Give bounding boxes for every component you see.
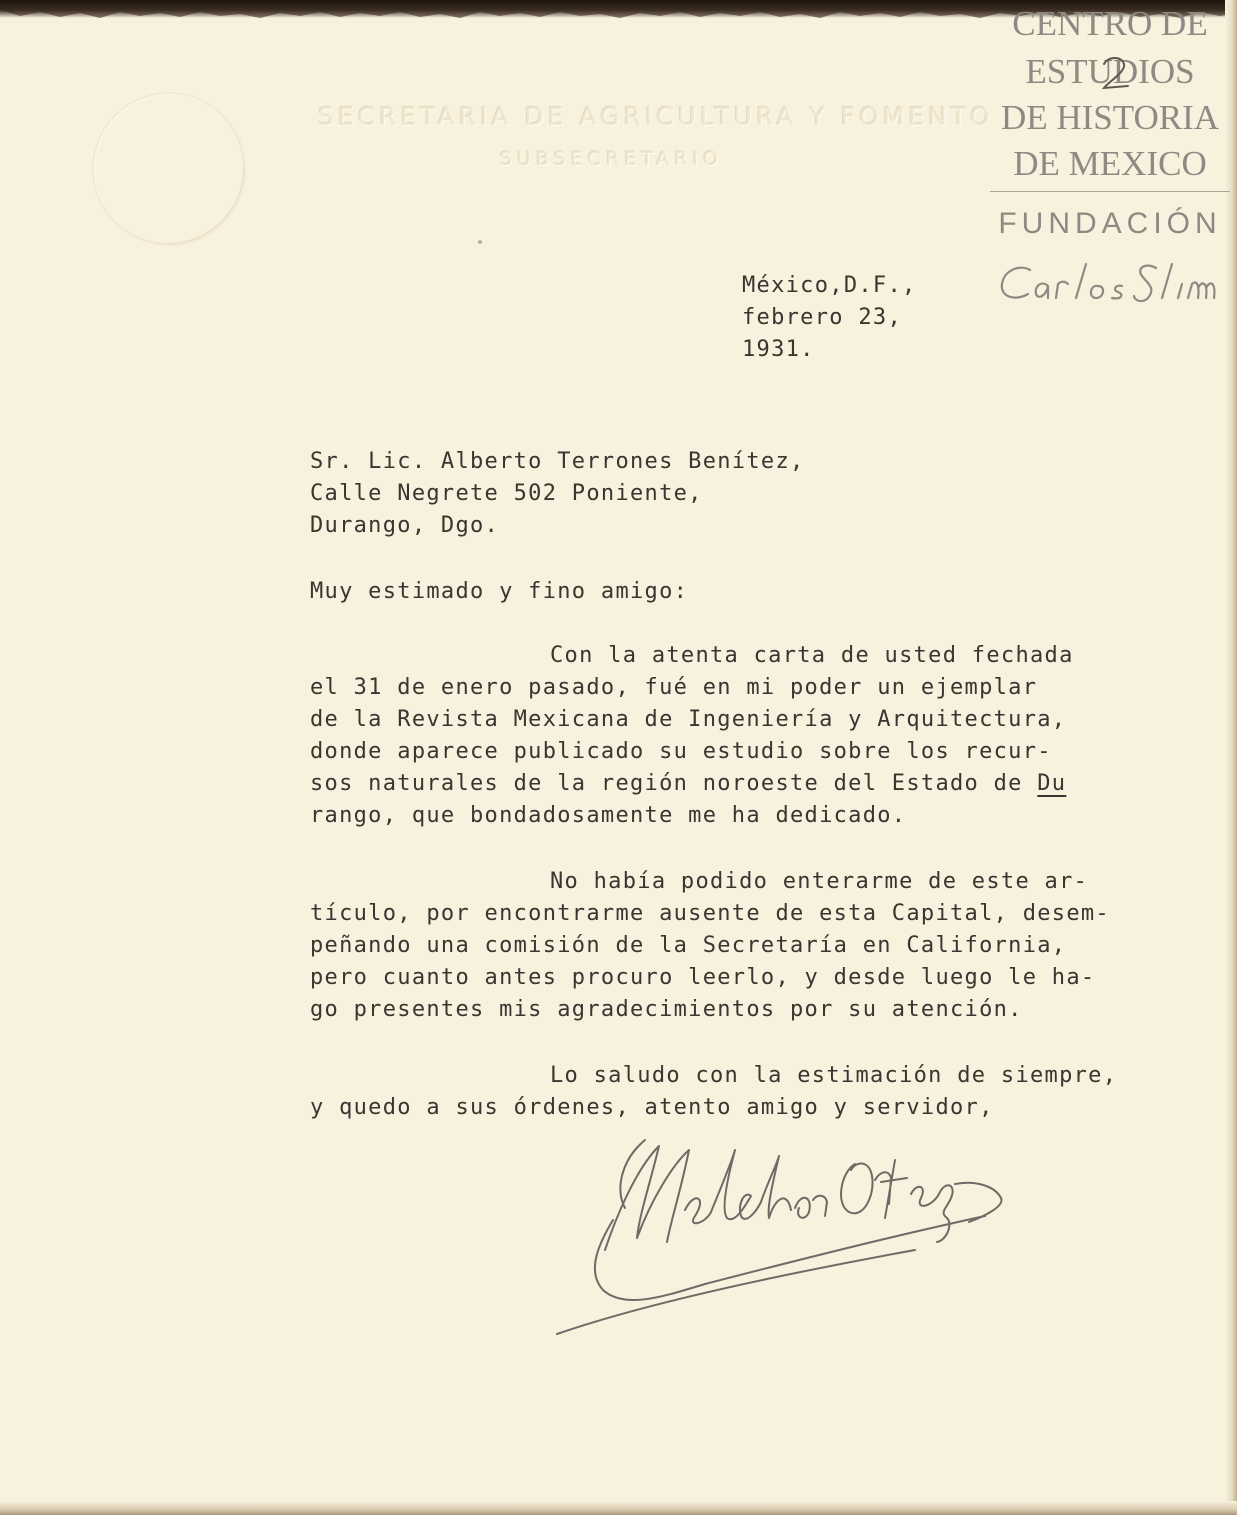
p2-line-4: pero cuanto antes procuro leerlo, y desde luego le ha-: [310, 965, 1096, 990]
p1-line-6: rango, que bondadosamente me ha dedicado.: [310, 803, 907, 828]
paragraph-gap: [310, 1026, 1117, 1060]
letterhead-ministry: SECRETARIA DE AGRICULTURA Y FOMENTO: [318, 102, 994, 131]
p1-line-5-text: sos naturales de la región noroeste del Estado de: [310, 771, 1038, 796]
closing-line-2: y quedo a sus órdenes, atento amigo y servidor,: [310, 1095, 994, 1120]
archive-line-1: CENTRO DE: [1012, 4, 1208, 43]
archive-divider: [990, 191, 1230, 192]
signature-text: Melchor Ortega: [555, 1120, 562, 1121]
p1-line-5-hyphen-part: Du: [1037, 771, 1067, 796]
addressee-block: [310, 446, 805, 542]
date-place: México,D.F.,: [742, 273, 917, 298]
page-bottom-edge: [0, 1501, 1237, 1515]
pencil-page-number: [1096, 52, 1136, 92]
p2-line-5: go presentes mis agradecimientos por su atención.: [310, 997, 1023, 1022]
p2-line-2: tículo, por encontrarme ausente de esta Capital, desem-: [310, 901, 1110, 926]
p1-line-2: el 31 de enero pasado, fué en mi poder un ejemplar: [310, 675, 1038, 700]
archive-line-4: DE MEXICO: [1013, 144, 1207, 183]
addressee-street: Calle Negrete 502 Poniente,: [310, 481, 703, 506]
paragraph-gap: [310, 832, 1117, 866]
archive-foundation: FUNDACIÓN: [998, 207, 1222, 240]
letter-body: [310, 640, 1117, 1124]
date-block: [742, 270, 917, 366]
p1-line-1: Con la atenta carta de usted fechada: [550, 643, 1074, 668]
handwritten-signature: [555, 1120, 1035, 1350]
addressee-city: Durango, Dgo.: [310, 513, 500, 538]
date-day: febrero 23,: [742, 305, 902, 330]
p1-line-3: de la Revista Mexicana de Ingeniería y Arquitectura,: [310, 707, 1067, 732]
letterhead-office: SUBSECRETARIO: [500, 148, 724, 170]
date-year: 1931.: [742, 337, 815, 362]
addressee-name: Sr. Lic. Alberto Terrones Benítez,: [310, 449, 805, 474]
archive-line-3: DE HISTORIA: [1000, 98, 1220, 137]
p1-line-5: [310, 768, 1117, 800]
paper-speck: [478, 240, 482, 244]
coat-of-arms-emboss-icon: [92, 92, 246, 246]
p1-line-4: donde aparece publicado su estudio sobre los recur-: [310, 739, 1052, 764]
p2-line-1: No había podido enterarme de este ar-: [550, 869, 1089, 894]
closing-line-1: Lo saludo con la estimación de siempre,: [550, 1063, 1118, 1088]
archive-line-2: ESTUDIOS: [1025, 52, 1195, 91]
p2-line-3: peñando una comisión de la Secretaría en California,: [310, 933, 1067, 958]
carlos-slim-signature-logo: [990, 256, 1230, 312]
salutation: Muy estimado y fino amigo:: [310, 579, 689, 604]
